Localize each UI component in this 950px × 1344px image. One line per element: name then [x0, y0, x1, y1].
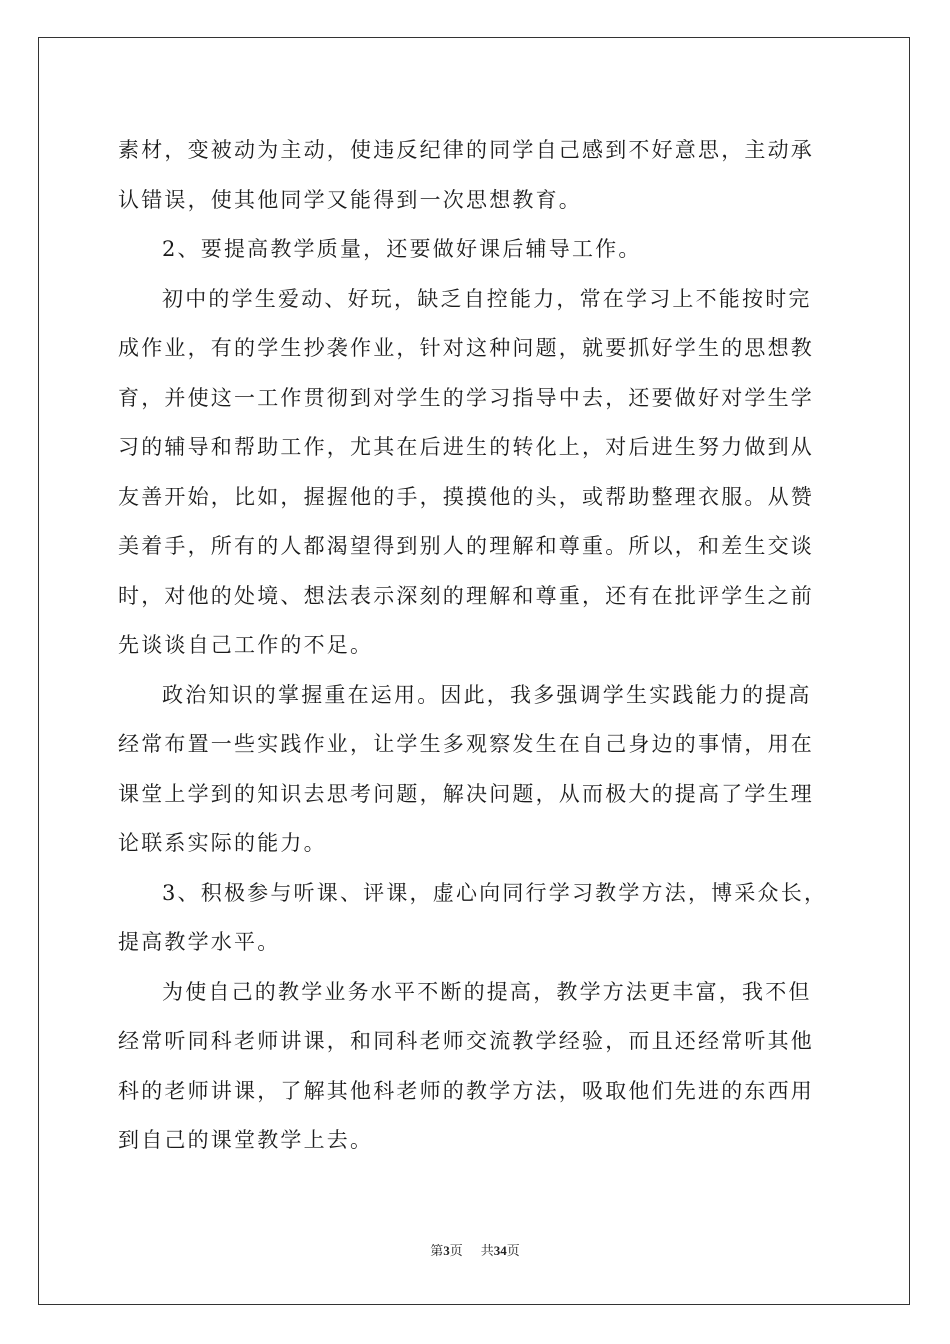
text-line: 认错误，使其他同学又能得到一次思想教育。 [118, 187, 582, 212]
text-line: 育，并使这一工作贯彻到对学生的学习指导中去，还要做好对学生学 [118, 385, 814, 410]
total-pages-indicator: 共34页 [480, 1243, 520, 1259]
text-line: 先谈谈自己工作的不足。 [118, 633, 374, 657]
text-line: 友善开始，比如，握握他的手，摸摸他的头，或帮助整理衣服。从赞 [118, 484, 814, 509]
page-footer [0, 1240, 950, 1259]
text-line: 经常布置一些实践作业，让学生多观察发生在自己身边的事情，用在 [118, 732, 814, 756]
text-line: 课堂上学到的知识去思考问题，解决问题，从而极大的提高了学生理 [118, 781, 814, 806]
text-line: 初中的学生爱动、好玩，缺乏自控能力，常在学习上不能按时完 [162, 286, 812, 311]
text-line: 论联系实际的能力。 [118, 831, 327, 855]
text-line: 到自己的课堂教学上去。 [118, 1128, 374, 1152]
current-page-number: 3 [443, 1243, 450, 1258]
document-body [118, 126, 834, 1166]
text-line: 素材，变被动为主动，使违反纪律的同学自己感到不好意思，主动承 [118, 138, 814, 162]
total-pages-number: 34 [493, 1243, 507, 1258]
text-line: 政治知识的掌握重在运用。因此，我多强调学生实践能力的提高 [162, 682, 812, 707]
text-line: 2、要提高教学质量，还要做好课后辅导工作。 [162, 237, 642, 261]
text-line: 经常听同科老师讲课，和同科老师交流教学经验，而且还经常听其他 [118, 1029, 814, 1053]
text-line: 时，对他的处境、想法表示深刻的理解和尊重，还有在批评学生之前 [118, 583, 814, 608]
text-line: 美着手，所有的人都渴望得到别人的理解和尊重。所以，和差生交谈 [118, 534, 814, 558]
text-line: 习的辅导和帮助工作，尤其在后进生的转化上，对后进生努力做到从 [118, 435, 814, 459]
text-line: 为使自己的教学业务水平不断的提高，教学方法更丰富，我不但 [162, 979, 812, 1004]
text-line: 科的老师讲课，了解其他科老师的教学方法，吸取他们先进的东西用 [118, 1078, 814, 1103]
current-page-indicator: 第3页 [430, 1243, 463, 1259]
text-line: 3、积极参与听课、评课，虚心向同行学习教学方法，博采众长， [162, 880, 828, 905]
text-line: 成作业，有的学生抄袭作业，针对这种问题，就要抓好学生的思想教 [118, 336, 814, 360]
text-line: 提高教学水平。 [118, 930, 281, 954]
